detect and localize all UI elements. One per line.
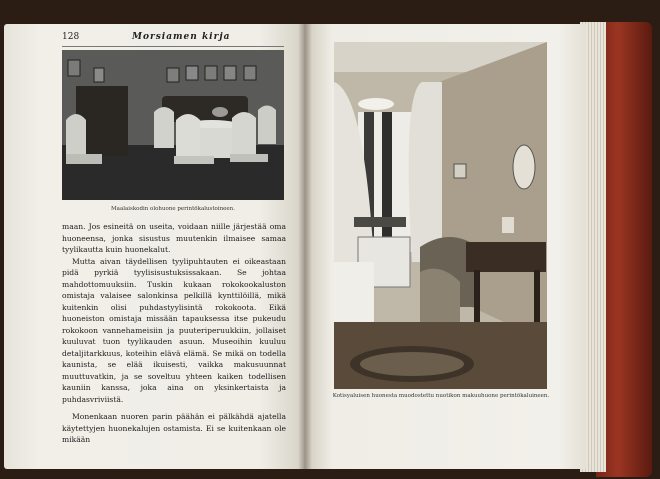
living-room-illustration	[62, 50, 284, 200]
paragraph-2: Mutta aivan täydellisen tyylipuhtauten ei oikeastaan pidä pyrkiä tyylisisustuksissakaan. Se johtaa mahdottomuuksiin. Tuskin kukaan rokokookaluston omistaja valaisee salonkinsa pelkillä kynttilöillä, mikä kuitenkin olisi puhdastyylisintä rokokoota. Eikä huoneiston omistaja missään tapauksessa itse pukeudu rokokoon vannehameisiin ja puuteriperuukkiin, jollaiset kuuluvat tuon tyylikauden asuun. Museoihin kuuluu detaljitarkkuus, koteihin elävä elämä. Se mikä on todella kaunista, se elää ikuisesti, vaikka makusuunnat muuttuvatkin, ja se soveltuu yhteen kaiken todellisen kauniin kanssa, joka aina on yksinkertaista ja puhdasvriviistä.	[62, 256, 286, 404]
body-text	[62, 221, 286, 446]
paragraph-3: Monenkaan nuoren parin päähän ei pälkähdä ajatella käytettyjen huonekalujen ostamista. Ei se kuitenkaan ole mikään	[62, 412, 286, 444]
paragraph-1: maan. Jos esineitä on useita, voidaan niille järjestää oma huoneensa, jonka sisustus muutenkin ilmaisee samaa tyylikautta kuin huonekalut.	[62, 222, 286, 254]
living-room-photo	[62, 50, 284, 200]
bedroom-photo	[334, 42, 547, 389]
bedroom-illustration	[334, 42, 547, 389]
book-title: Morsiamen kirja	[132, 32, 231, 42]
page-number: 128	[62, 32, 80, 42]
running-head	[62, 32, 284, 47]
left-photo-caption: Maalaiskodin olohuone perintökalustoineen.	[111, 206, 235, 212]
book-gutter	[298, 24, 312, 469]
right-photo-caption: Kotisyaluisen huonesta muodostettu nuotikon makuuhuone perintökaluineen.	[332, 393, 550, 399]
